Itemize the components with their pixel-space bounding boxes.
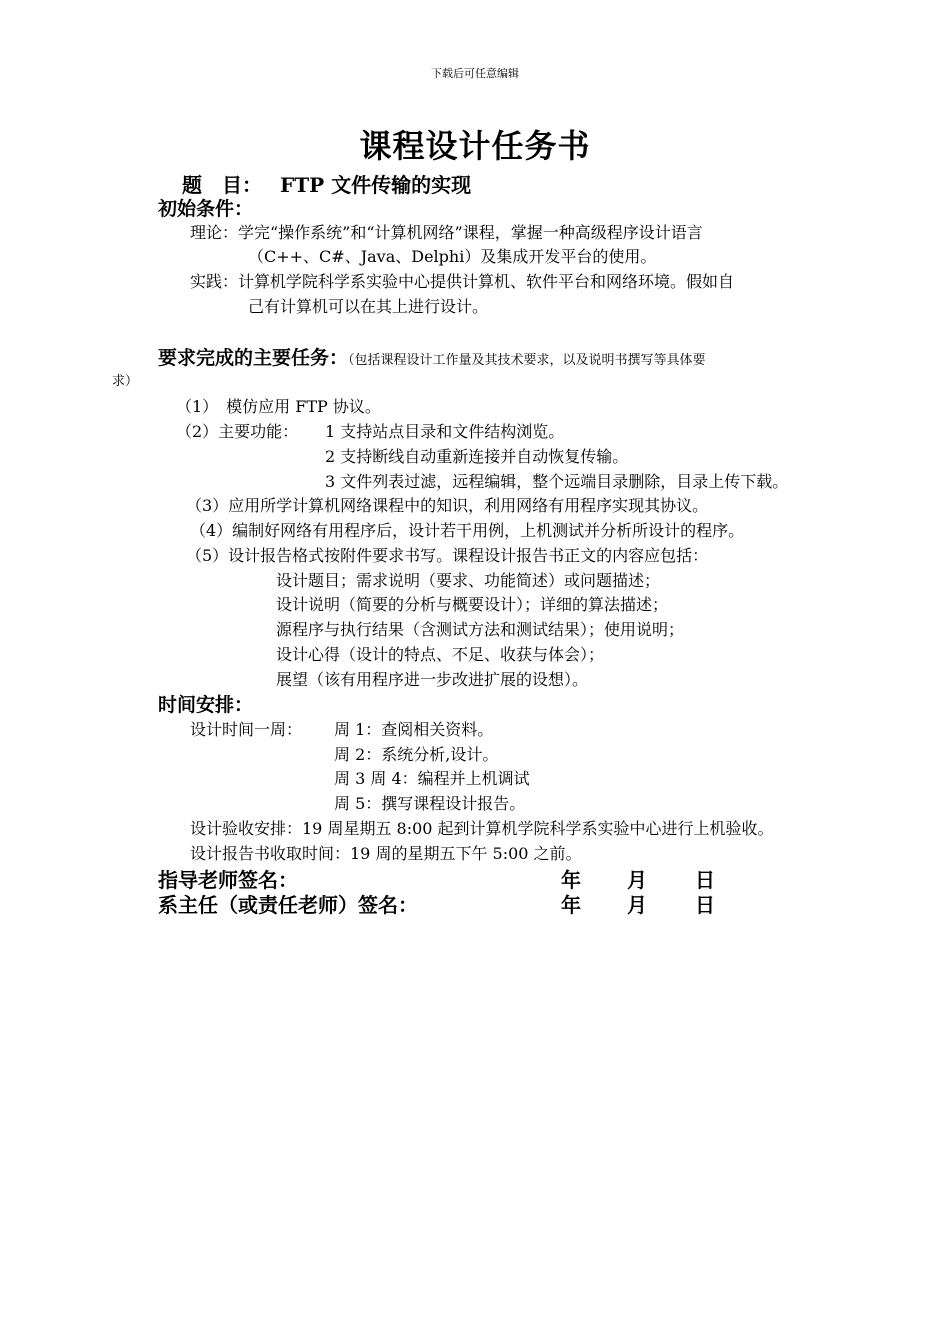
- advisor-year: 年: [561, 868, 581, 892]
- advisor-signature-label: 指导老师签名：: [158, 868, 298, 892]
- page-header-note: 下载后可任意编辑: [431, 67, 519, 80]
- practice-line-2: 己有计算机可以在其上进行设计。: [248, 297, 489, 316]
- practice-line-1: 实践：计算机学院科学系实验中心提供计算机、软件平台和网络环境。假如自: [190, 272, 735, 291]
- report-content-3: 源程序与执行结果（含测试方法和测试结果）；使用说明；: [276, 620, 685, 639]
- schedule-week-5: 周 5：撰写课程设计报告。: [334, 794, 526, 813]
- director-signature-label: 系主任（或责任老师）签名：: [158, 893, 418, 917]
- task-item-2-feature-1: 1 支持站点目录和文件结构浏览。: [325, 422, 565, 441]
- director-day: 日: [695, 893, 715, 917]
- subject-value: FTP 文件传输的实现: [280, 173, 472, 197]
- acceptance-arrangement: 设计验收安排：19 周星期五 8:00 起到计算机学院科学系实验中心进行上机验收。: [190, 819, 774, 838]
- schedule-week-1: 周 1：查阅相关资料。: [334, 720, 494, 739]
- subject-label: 题 目：: [182, 173, 262, 197]
- task-item-4: （4）编制好网络有用程序后，设计若干用例，上机测试并分析所设计的程序。: [190, 521, 745, 540]
- report-content-1: 设计题目；需求说明（要求、功能简述）或问题描述；: [276, 571, 661, 590]
- tasks-heading-note-wrap: 求）: [112, 374, 139, 389]
- tasks-heading-row: [158, 349, 706, 368]
- report-content-5: 展望（该有用程序进一步改进扩展的设想）。: [276, 670, 589, 689]
- report-collection-time: 设计报告书收取时间：19 周的星期五下午 5:00 之前。: [190, 844, 582, 863]
- tasks-heading-note: （包括课程设计工作量及其技术要求，以及说明书撰写等具体要: [348, 353, 706, 368]
- theory-line-2: （C++、C#、Java、Delphi）及集成开发平台的使用。: [248, 247, 657, 266]
- advisor-day: 日: [695, 868, 715, 892]
- report-content-4: 设计心得（设计的特点、不足、收获与体会）；: [276, 645, 605, 664]
- schedule-week-3-4: 周 3 周 4：编程并上机调试: [334, 769, 530, 788]
- report-content-2: 设计说明（简要的分析与概要设计）；详细的算法描述；: [276, 595, 669, 614]
- schedule-week-2: 周 2：系统分析,设计。: [334, 745, 499, 764]
- advisor-month: 月: [627, 868, 647, 892]
- initial-conditions-heading: 初始条件：: [158, 198, 254, 220]
- task-item-2-feature-2: 2 支持断线自动重新连接并自动恢复传输。: [325, 447, 629, 466]
- tasks-heading: 要求完成的主要任务：: [158, 347, 349, 369]
- schedule-heading: 时间安排：: [158, 694, 254, 716]
- document-title: 课程设计任务书: [359, 127, 591, 165]
- schedule-label: 设计时间一周：: [190, 720, 303, 739]
- director-year: 年: [561, 893, 581, 917]
- director-month: 月: [627, 893, 647, 917]
- task-item-5: （5）设计报告格式按附件要求书写。课程设计报告书正文的内容应包括：: [186, 546, 709, 565]
- task-item-3: （3）应用所学计算机网络课程中的知识，利用网络有用程序实现其协议。: [186, 496, 709, 515]
- task-item-2-label: （2）主要功能：: [176, 422, 299, 441]
- theory-line-1: 理论：学完“操作系统”和“计算机网络”课程，掌握一种高级程序设计语言: [190, 223, 703, 242]
- task-item-2-feature-3: 3 文件列表过滤，远程编辑，整个远端目录删除，目录上传下载。: [325, 472, 789, 491]
- task-item-1: （1） 模仿应用 FTP 协议。: [176, 397, 381, 416]
